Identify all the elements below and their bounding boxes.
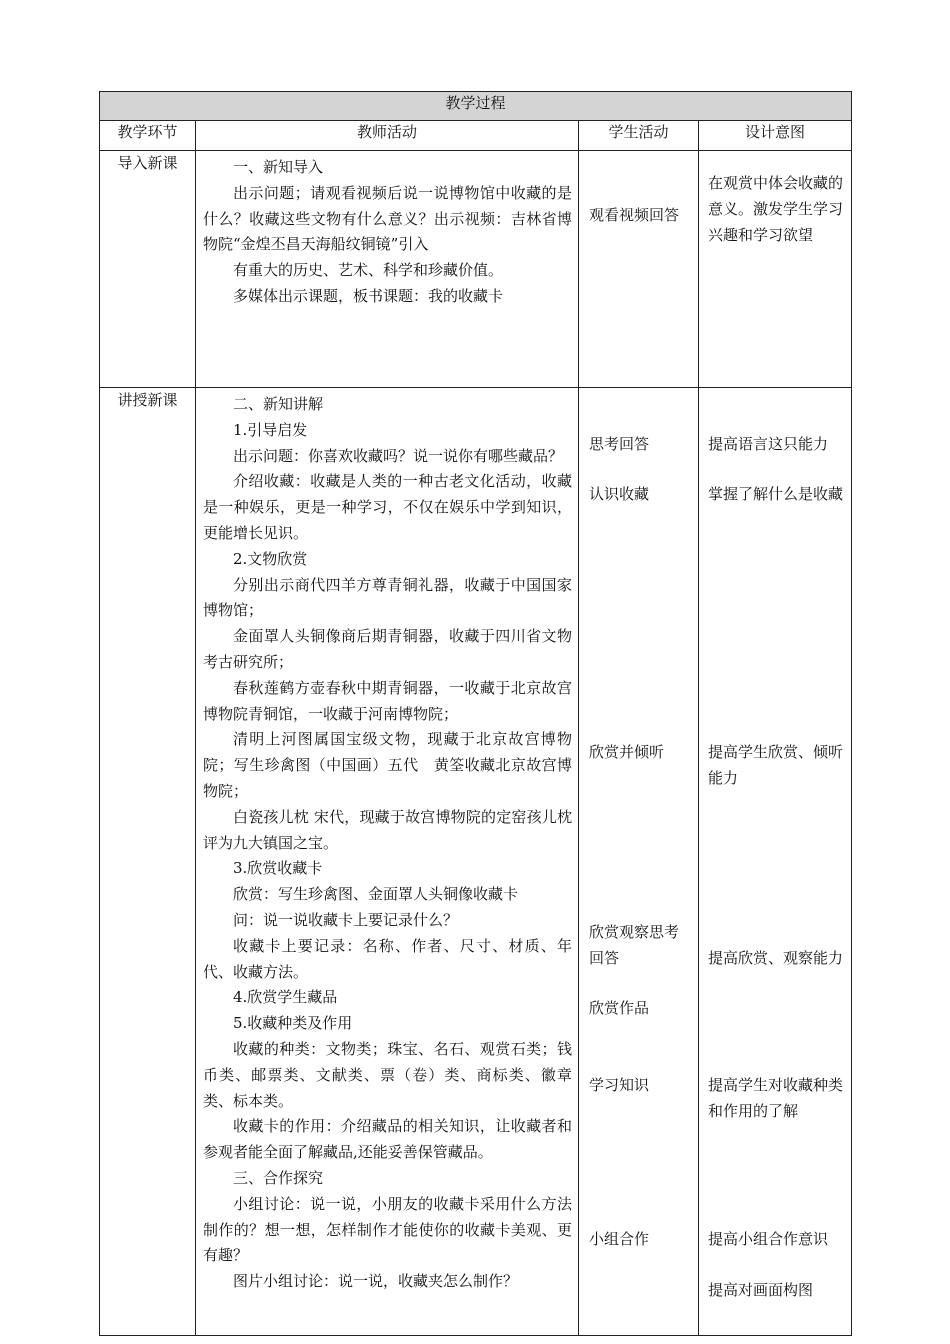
table-row-teaching [100, 388, 852, 1336]
student-activity-text: 学习知识 [589, 1076, 650, 1094]
header-design-intent: 设计意图 [699, 121, 852, 151]
teacher-line: 收藏卡上要记录：名称、作者、尺寸、材质、年代、收藏方法。 [203, 936, 572, 981]
teacher-line: 出示问题：你喜欢收藏吗？说一说你有哪些藏品？ [233, 446, 564, 465]
teacher-line: 小组讨论：说一说，小朋友的收藏卡采用什么方法制作的？想一想，怎样制作才能使你的收藏卡美观、更有趣？ [203, 1194, 572, 1265]
teacher-line: 多媒体出示课题，板书课题：我的收藏卡 [233, 286, 504, 305]
teacher-line: 欣赏：写生珍禽图、金面罩人头铜像收藏卡 [233, 885, 519, 904]
teacher-line: 一、新知导入 [233, 158, 324, 176]
teacher-line: 春秋莲鹤方壶春秋中期青铜器，一收藏于北京故宫博物院青铜馆，一收藏于河南博物院； [203, 678, 572, 723]
teacher-activity-cell [196, 388, 579, 1336]
teacher-line: 1.引导启发 [233, 420, 308, 439]
design-intent-text: 提高语言这只能力 [708, 435, 829, 453]
teacher-line: 3.欣赏收藏卡 [233, 859, 323, 878]
teacher-line: 4.欣赏学生藏品 [233, 988, 338, 1007]
student-activity-text: 认识收藏 [589, 485, 650, 503]
table-row-intro [100, 151, 852, 388]
teacher-line: 白瓷孩儿枕 宋代，现藏于故宫博物院的定窑孩儿枕评为九大镇国之宝。 [203, 807, 572, 852]
header-stage: 教学环节 [100, 121, 196, 151]
header-teacher-activity: 教师活动 [196, 121, 579, 151]
teacher-line: 收藏卡的作用：介绍藏品的相关知识，让收藏者和参观者能全面了解藏品,还能妥善保管藏品。 [203, 1117, 572, 1162]
student-activity-text: 欣赏作品 [589, 999, 650, 1017]
teacher-line: 收藏的种类：文物类；珠宝、名石、观赏石类；钱币类、邮票类、文献类、票（卷）类、商标类、徽章类、标本类。 [203, 1039, 572, 1110]
design-intent-text: 提高学生对收藏种类和作用的了解 [708, 1076, 844, 1120]
design-intent-cell [699, 151, 852, 388]
header-student-activity: 学生活动 [579, 121, 699, 151]
student-activity-cell [579, 388, 699, 1336]
student-activity-text: 观看视频回答 [589, 206, 680, 224]
teacher-line: 二、新知讲解 [233, 395, 324, 413]
design-intent-text: 掌握了解什么是收藏 [708, 485, 844, 503]
student-activity-text: 思考回答 [589, 435, 650, 453]
design-intent-text: 提高对画面构图 [708, 1281, 814, 1299]
stage-cell: 导入新课 [100, 151, 196, 388]
teacher-line: 出示问题；请观看视频后说一说博物馆中收藏的是什么？收藏这些文物有什么意义？出示视频：吉林省博物院“金煌丕昌天海船纹铜镜”引入 [203, 183, 572, 254]
teacher-line: 介绍收藏：收藏是人类的一种古老文化活动，收藏是一种娱乐，更是一种学习，不仅在娱乐中学到知识，更能增长见识。 [203, 472, 572, 542]
table-title: 教学过程 [100, 92, 852, 121]
stage-cell: 讲授新课 [100, 388, 196, 1336]
student-activity-text: 小组合作 [589, 1230, 650, 1248]
table-header-row [100, 121, 852, 151]
teacher-line: 2.文物欣赏 [233, 549, 308, 568]
design-intent-text: 提高欣赏、观察能力 [708, 949, 844, 967]
design-intent-text: 在观赏中体会收藏的意义。激发学生学习兴趣和学习欲望 [708, 174, 844, 244]
design-intent-cell [699, 388, 852, 1336]
student-activity-text: 欣赏观察思考回答 [589, 923, 680, 967]
design-intent-text: 提高学生欣赏、倾听能力 [708, 743, 844, 787]
teacher-line: 三、合作探究 [233, 1168, 324, 1187]
teacher-line: 问：说一说收藏卡上要记录什么？ [233, 910, 459, 929]
teacher-line: 图片小组讨论：说一说，收藏夹怎么制作？ [233, 1272, 519, 1291]
design-intent-text: 提高小组合作意识 [708, 1230, 829, 1248]
teacher-activity-cell [196, 151, 579, 388]
teacher-line: 5.收藏种类及作用 [233, 1014, 353, 1033]
teaching-process-table [99, 91, 852, 1336]
student-activity-text: 欣赏并倾听 [589, 743, 665, 761]
teacher-line: 有重大的历史、艺术、科学和珍藏价值。 [233, 261, 504, 280]
teacher-line: 金面罩人头铜像商后期青铜器，收藏于四川省文物考古研究所； [203, 627, 572, 671]
table-title-row [100, 92, 852, 121]
teacher-line: 清明上河图属国宝级文物，现藏于北京故宫博物院；写生珍禽图（中国画）五代 黄筌收藏北京故宫博物院； [203, 730, 572, 800]
student-activity-cell [579, 151, 699, 388]
teacher-line: 分别出示商代四羊方尊青铜礼器，收藏于中国国家博物馆； [203, 575, 572, 620]
